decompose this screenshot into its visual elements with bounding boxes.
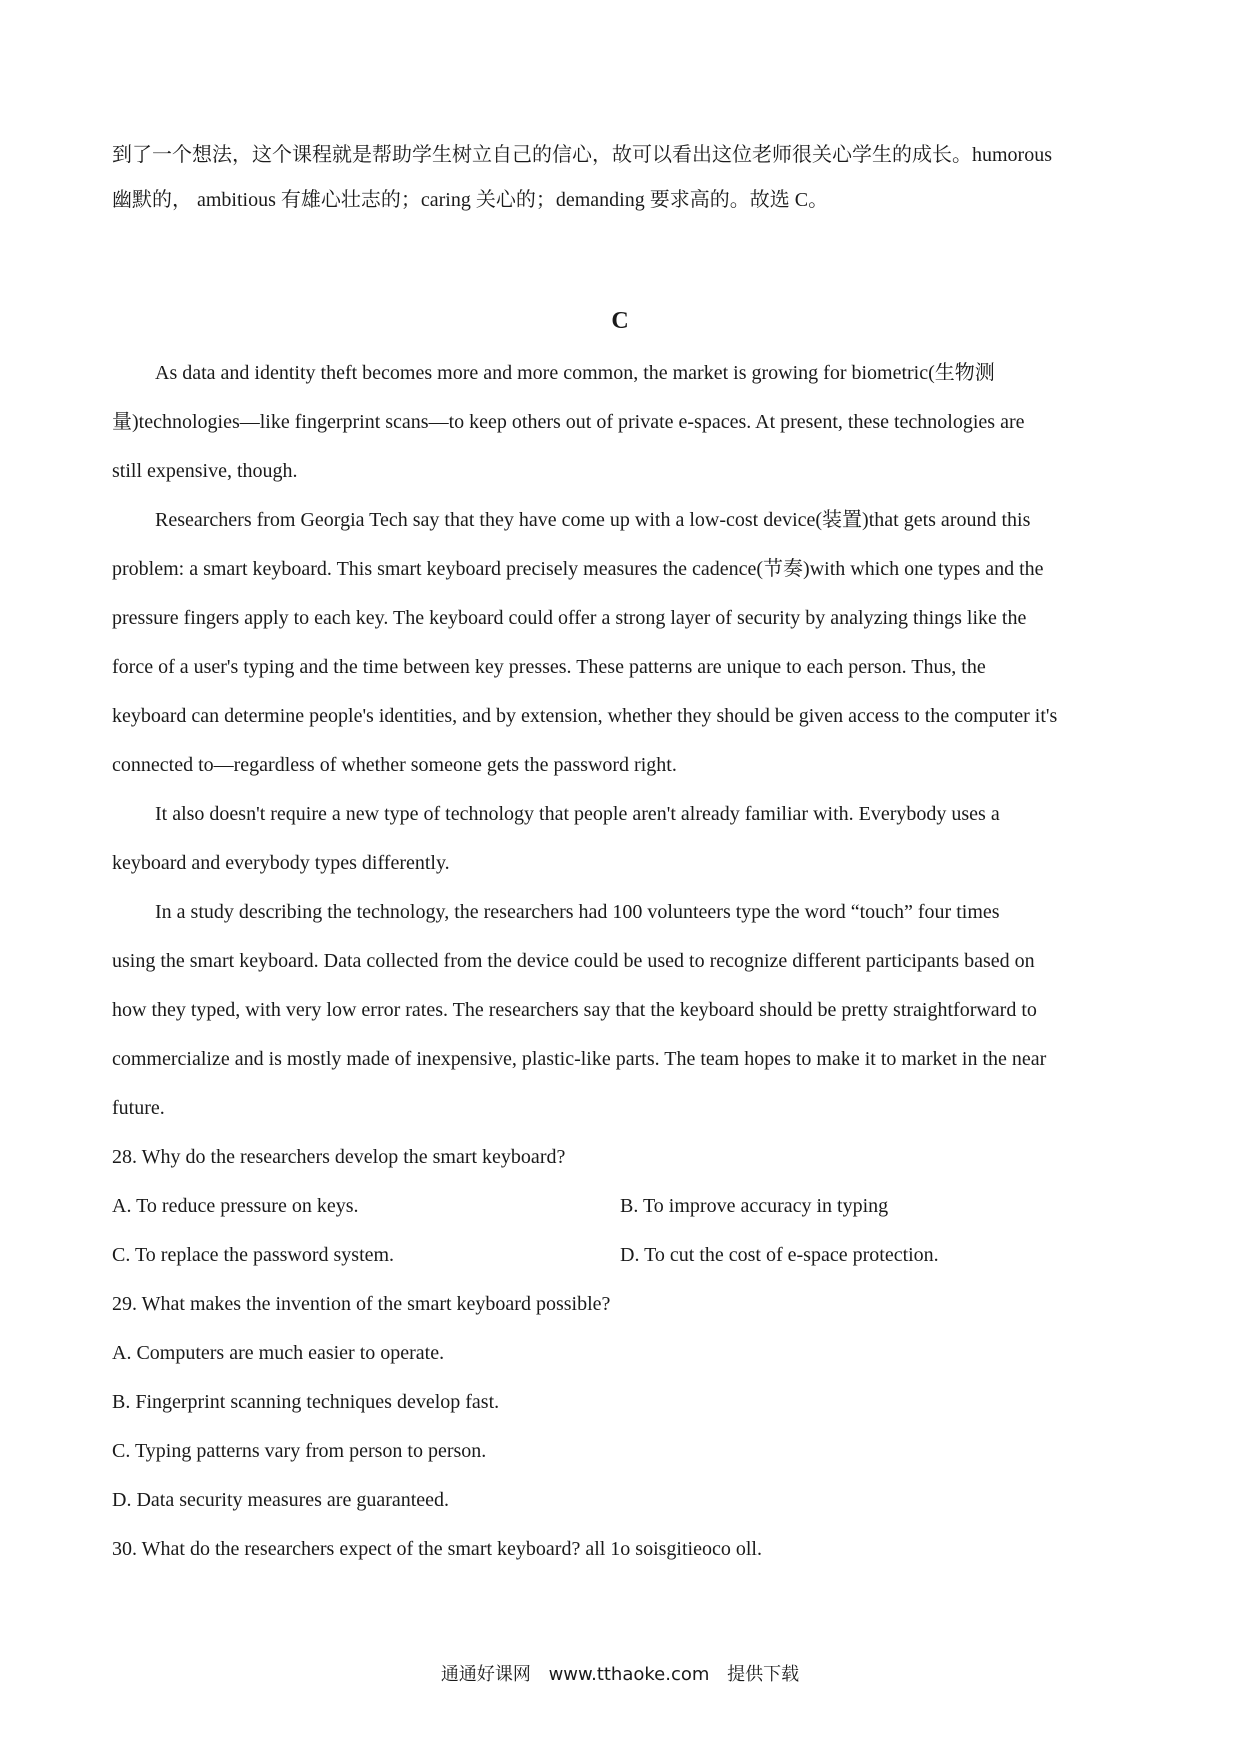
explanation-line-2: 幽默的， ambitious 有雄心壮志的；caring 关心的；demanding 要求高的。故选 C。 <box>112 189 829 211</box>
passage-p3-line-1: It also doesn't require a new type of technology that people aren't already familiar with. Everybody uses a <box>155 803 1000 825</box>
page-footer <box>0 1662 1240 1688</box>
passage-p1-line-2: 量)technologies—like fingerprint scans—to keep others out of private e-spaces. At present, these technologies are <box>112 411 1025 433</box>
passage-p2-line-4: force of a user's typing and the time between key presses. These patterns are unique to each person. Thus, the <box>112 656 986 678</box>
passage-p1-line-3: still expensive, though. <box>112 460 298 482</box>
question-30-stem: 30. What do the researchers expect of the smart keyboard? all 1o soisgitieoco oll. <box>112 1538 762 1560</box>
question-28-option-b: B. To improve accuracy in typing <box>620 1195 889 1217</box>
question-28-option-c: C. To replace the password system. <box>112 1244 395 1266</box>
question-29-option-c: C. Typing patterns vary from person to person. <box>112 1440 487 1462</box>
passage-p2-line-2: problem: a smart keyboard. This smart keyboard precisely measures the cadence(节奏)with which one types and the <box>112 558 1044 580</box>
question-29-option-d: D. Data security measures are guaranteed. <box>112 1489 450 1511</box>
passage-p1-line-1: As data and identity theft becomes more and more common, the market is growing for biometric(生物测 <box>155 362 995 384</box>
explanation-line-1: 到了一个想法，这个课程就是帮助学生树立自己的信心，故可以看出这位老师很关心学生的成长。humorous <box>112 144 1052 166</box>
passage-p4-line-5: future. <box>112 1097 165 1119</box>
question-28-stem: 28. Why do the researchers develop the smart keyboard? <box>112 1146 566 1168</box>
question-29-option-a: A. Computers are much easier to operate. <box>112 1342 445 1364</box>
passage-p2-line-6: connected to—regardless of whether someone gets the password right. <box>112 754 677 776</box>
question-29-stem: 29. What makes the invention of the smart keyboard possible? <box>112 1293 611 1315</box>
question-28-option-d: D. To cut the cost of e-space protection. <box>620 1244 939 1266</box>
passage-p4-line-1: In a study describing the technology, the researchers had 100 volunteers type the word “touch” four times <box>155 901 1000 923</box>
footer-brand: 通通好课网 <box>440 1664 531 1685</box>
passage-p3-line-2: keyboard and everybody types differently. <box>112 852 450 874</box>
passage-p4-line-4: commercialize and is mostly made of inexpensive, plastic-like parts. The team hopes to make it to market in the near <box>112 1048 1047 1070</box>
passage-p2-line-5: keyboard can determine people's identities, and by extension, whether they should be given access to the computer it's <box>112 705 1058 727</box>
question-29-option-b: B. Fingerprint scanning techniques develop fast. <box>112 1391 500 1413</box>
footer-tagline: 提供下载 <box>727 1664 800 1685</box>
passage-p2-line-1: Researchers from Georgia Tech say that they have come up with a low-cost device(装置)that gets around this <box>155 509 1031 531</box>
passage-p4-line-3: how they typed, with very low error rates. The researchers say that the keyboard should be pretty straightforward to <box>112 999 1037 1021</box>
passage-p2-line-3: pressure fingers apply to each key. The keyboard could offer a strong layer of security by analyzing things like the <box>112 607 1027 629</box>
question-28-option-a: A. To reduce pressure on keys. <box>112 1195 359 1217</box>
passage-p4-line-2: using the smart keyboard. Data collected from the device could be used to recognize different participants based on <box>112 950 1035 972</box>
footer-url-link[interactable]: www.tthaoke.com <box>548 1664 710 1685</box>
section-heading: C <box>611 308 629 334</box>
